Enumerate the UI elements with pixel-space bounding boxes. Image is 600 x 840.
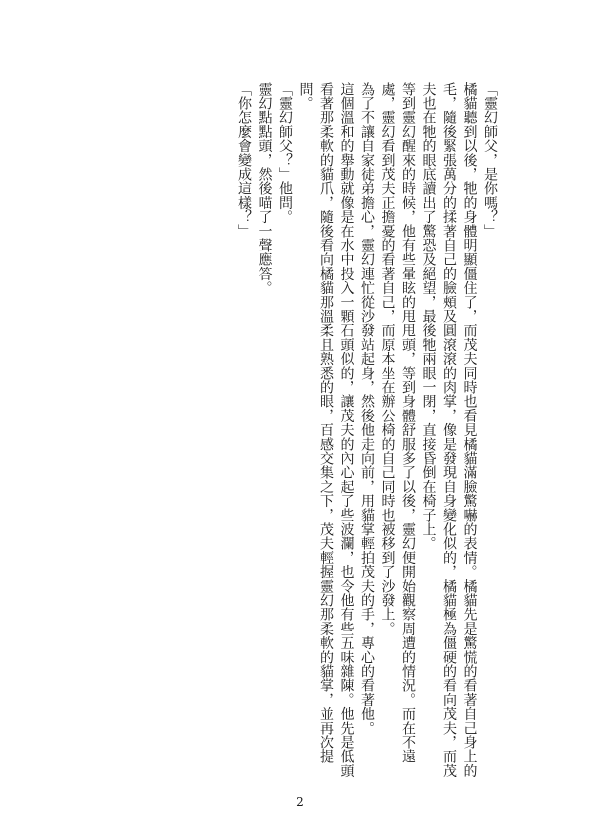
paragraph-8: 「你怎麼會變成這樣？」 (236, 82, 252, 239)
paragraph-3: 等到靈幻醒來的時候，他有些暈眩的甩甩頭，等到身體舒服多了以後，靈幻便開始觀察周遭的情況。而在不遠處，靈幻看到茂夫正擔憂的看著自己，而原本坐在辦公椅的自己同時也被移到了沙發上。 (379, 82, 416, 764)
paragraph-5: 這個溫和的舉動就像是在水中投入一顆石頭似的，讓茂夫的內心起了些波瀾，也令他有些五味雜陳。他先是低頭看著那柔軟的貓爪，隨後看向橘貓那溫柔且熟悉的眼，百感交集之下，茂夫輕握靈幻那柔軟的貓掌，並再次提問。 (297, 82, 355, 778)
paragraph-1: 「靈幻師父，是你嗎？」 (482, 82, 498, 239)
paragraph-2: 橘貓聽到以後，牠的身體明顯僵住了，而茂夫同時也看見橘貓滿臉驚嚇的表情。橘貓先是驚慌的看著自己身上的毛，隨後緊張萬分的揉著自己的臉頰及圓滾滾的肉掌，像是發現自身變化似的，橘貓極為僵硬的看向茂夫，而茂夫也在牠的眼底讀出了驚恐及絕望，最後牠兩眼一閉，直接昏倒在椅子上。 (420, 82, 478, 778)
paragraph-6: 「靈幻師父？」他問。 (277, 82, 293, 224)
page-number: 2 (296, 795, 304, 809)
body-text (100, 82, 500, 780)
paragraph-4: 為了不讓自家徒弟擔心，靈幻連忙從沙發站起身，然後他走向前，用貓掌輕拍茂夫的手，專心的看著他。 (359, 82, 375, 736)
paragraph-7: 靈幻點點頭，然後喵了一聲應答。 (256, 82, 273, 295)
